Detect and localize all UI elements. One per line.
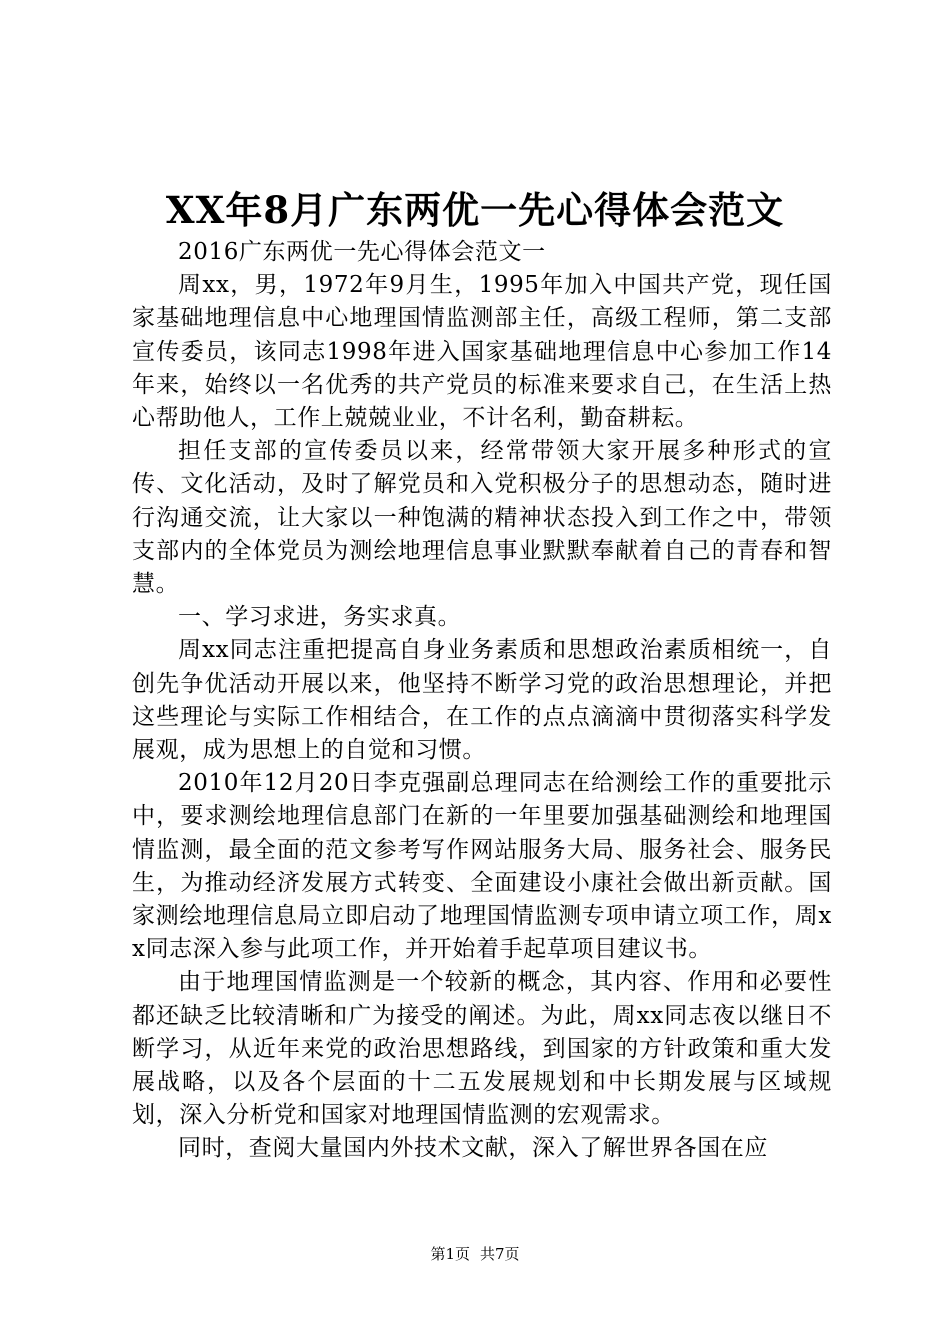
page-total: 共7页 [480,1245,520,1263]
document-body [132,236,832,1166]
page-number: 第1页 [430,1245,470,1263]
paragraph: 担任支部的宣传委员以来，经常带领大家开展多种形式的宣传、文化活动，及时了解党员和入党积极分子的思想动态，随时进行沟通交流，让大家以一种饱满的精神状态投入到工作之中，带领支部内的全体党员为测绘地理信息事业默默奉献着自己的青春和智慧。 [132,438,832,598]
paragraph: 周xx，男，1972年9月生，1995年加入中国共产党，现任国家基础地理信息中心地理国情监测部主任，高级工程师，第二支部宣传委员，该同志1998年进入国家基础地理信息中心参加工作14年来，始终以一名优秀的共产党员的标准来要求自己，在生活上热心帮助他人，工作上兢兢业业，不计名利，勤奋耕耘。 [132,272,832,432]
paragraph: 同时，查阅大量国内外技术文献，深入了解世界各国在应 [178,1135,768,1162]
page-footer [0,1244,950,1264]
paragraph: 周xx同志注重把提高自身业务素质和思想政治素质相统一，自创先争优活动开展以来，他坚持不断学习党的政治思想理论，并把这些理论与实际工作相结合，在工作的点点滴滴中贯彻落实科学发展观，成为思想上的自觉和习惯。 [132,637,832,764]
section-heading: 一、学习求进，务实求真。 [178,604,462,631]
paragraph: 由于地理国情监测是一个较新的概念，其内容、作用和必要性都还缺乏比较清晰和广为接受的阐述。为此，周xx同志夜以继日不断学习，从近年来党的政治思想路线，到国家的方针政策和重大发展战略，以及各个层面的十二五发展规划和中长期发展与区域规划，深入分析党和国家对地理国情监测的宏观需求。 [132,969,832,1129]
paragraph: 2010年12月20日李克强副总理同志在给测绘工作的重要批示中，要求测绘地理信息部门在新的一年里要加强基础测绘和地理国情监测，最全面的范文参考写作网站服务大局、服务社会、服务民生，为推动经济发展方式转变、全面建设小康社会做出新贡献。国家测绘地理信息局立即启动了地理国情监测专项申请立项工作，周xx同志深入参与此项工作，并开始着手起草项目建议书。 [132,770,832,963]
document-title: XX年8月广东两优一先心得体会范文 [165,188,785,232]
paragraph-subtitle: 2016广东两优一先心得体会范文一 [178,239,546,265]
